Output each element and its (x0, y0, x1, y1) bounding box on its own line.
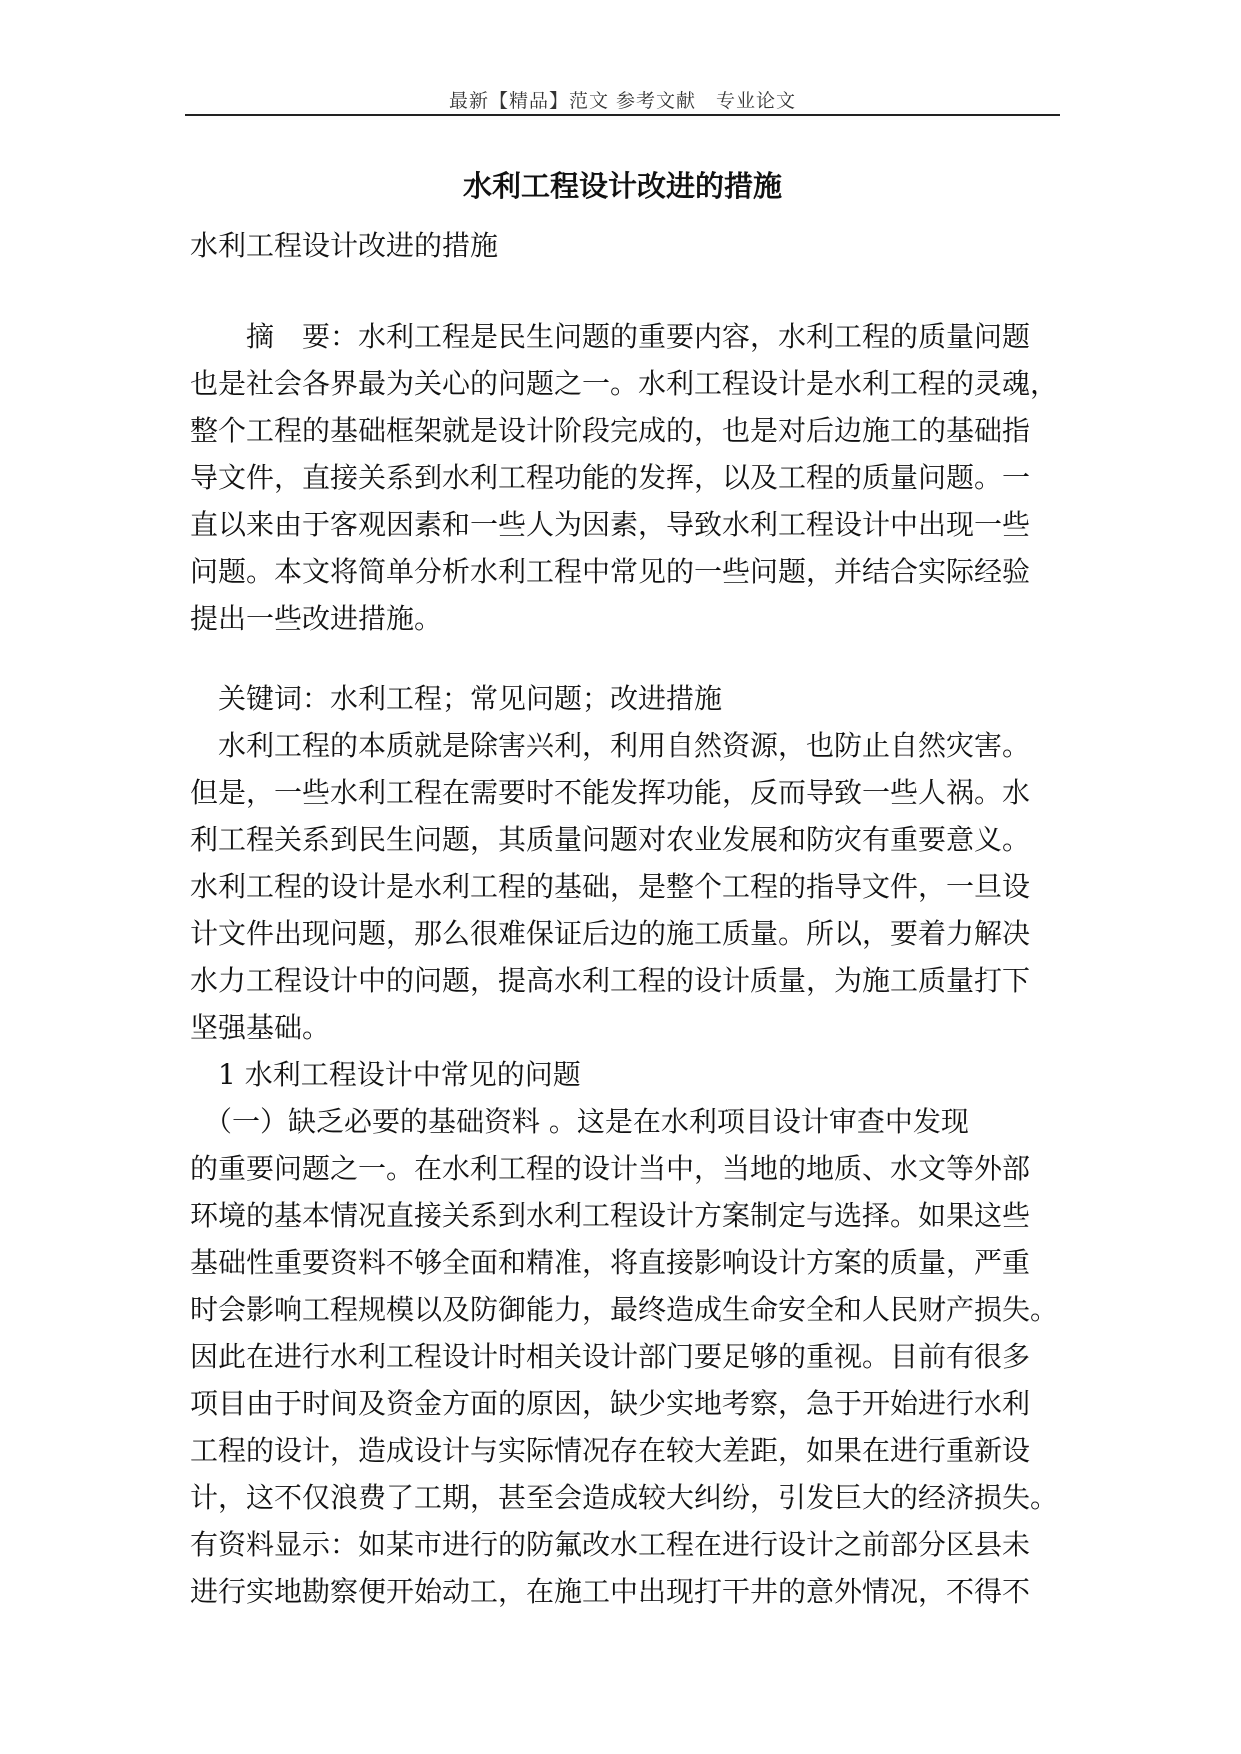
body-line: 水利工程的设计是水利工程的基础，是整个工程的指导文件，一旦设 (190, 870, 1031, 903)
abstract-line: 整个工程的基础框架就是设计阶段完成的，也是对后边施工的基础指 (190, 414, 1031, 447)
body-line: 有资料显示：如某市进行的防氟改水工程在进行设计之前部分区县未 (190, 1528, 1031, 1561)
body-line: 利工程关系到民生问题，其质量问题对农业发展和防灾有重要意义。 (190, 823, 1031, 856)
body-line: 时会影响工程规模以及防御能力，最终造成生命安全和人民财产损失。 (190, 1293, 1059, 1326)
body-line: 水力工程设计中的问题，提高水利工程的设计质量，为施工质量打下 (190, 964, 1031, 997)
body-line: 水利工程的本质就是除害兴利，利用自然资源，也防止自然灾害。 (190, 729, 1031, 762)
abstract-line: 直以来由于客观因素和一些人为因素，导致水利工程设计中出现一些 (190, 508, 1031, 541)
body-line: 因此在进行水利工程设计时相关设计部门要足够的重视。目前有很多 (190, 1340, 1031, 1373)
body-line: 计文件出现问题，那么很难保证后边的施工质量。所以，要着力解决 (190, 917, 1031, 950)
body-line: 项目由于时间及资金方面的原因，缺少实地考察，急于开始进行水利 (190, 1387, 1031, 1420)
body-line: 基础性重要资料不够全面和精准，将直接影响设计方案的质量，严重 (190, 1246, 1031, 1279)
page-header: 最新【精品】范文 参考文献 专业论文 (448, 90, 797, 112)
body-line: 坚强基础。 (190, 1011, 331, 1044)
section-heading: 1 水利工程设计中常见的问题 (190, 1058, 581, 1091)
body-line: （一）缺乏必要的基础资料 。这是在水利项目设计审查中发现 (190, 1105, 969, 1138)
abstract-line: 摘 要：水利工程是民生问题的重要内容，水利工程的质量问题 (190, 320, 1031, 353)
abstract-line: 也是社会各界最为关心的问题之一。水利工程设计是水利工程的灵魂， (190, 367, 1059, 400)
body-text-block (190, 675, 1070, 1615)
keywords-line: 关键词：水利工程；常见问题；改进措施 (190, 682, 723, 715)
body-line: 但是，一些水利工程在需要时不能发挥功能，反而导致一些人祸。水 (190, 776, 1031, 809)
abstract-line: 提出一些改进措施。 (190, 602, 443, 635)
body-line: 计，这不仅浪费了工期，甚至会造成较大纠纷，引发巨大的经济损失。 (190, 1481, 1059, 1514)
header-divider (185, 114, 1060, 116)
body-line: 工程的设计，造成设计与实际情况存在较大差距，如果在进行重新设 (190, 1434, 1031, 1467)
document-title: 水利工程设计改进的措施 (462, 169, 782, 203)
body-line: 环境的基本情况直接关系到水利工程设计方案制定与选择。如果这些 (190, 1199, 1031, 1232)
abstract-line: 问题。本文将简单分析水利工程中常见的一些问题，并结合实际经验 (190, 555, 1031, 588)
abstract-line: 导文件，直接关系到水利工程功能的发挥，以及工程的质量问题。一 (190, 461, 1031, 494)
body-line: 进行实地勘察便开始动工，在施工中出现打干井的意外情况，不得不 (190, 1575, 1031, 1608)
body-line: 的重要问题之一。在水利工程的设计当中，当地的地质、水文等外部 (190, 1152, 1031, 1185)
document-subtitle: 水利工程设计改进的措施 (190, 229, 499, 262)
abstract-block (190, 313, 1070, 642)
